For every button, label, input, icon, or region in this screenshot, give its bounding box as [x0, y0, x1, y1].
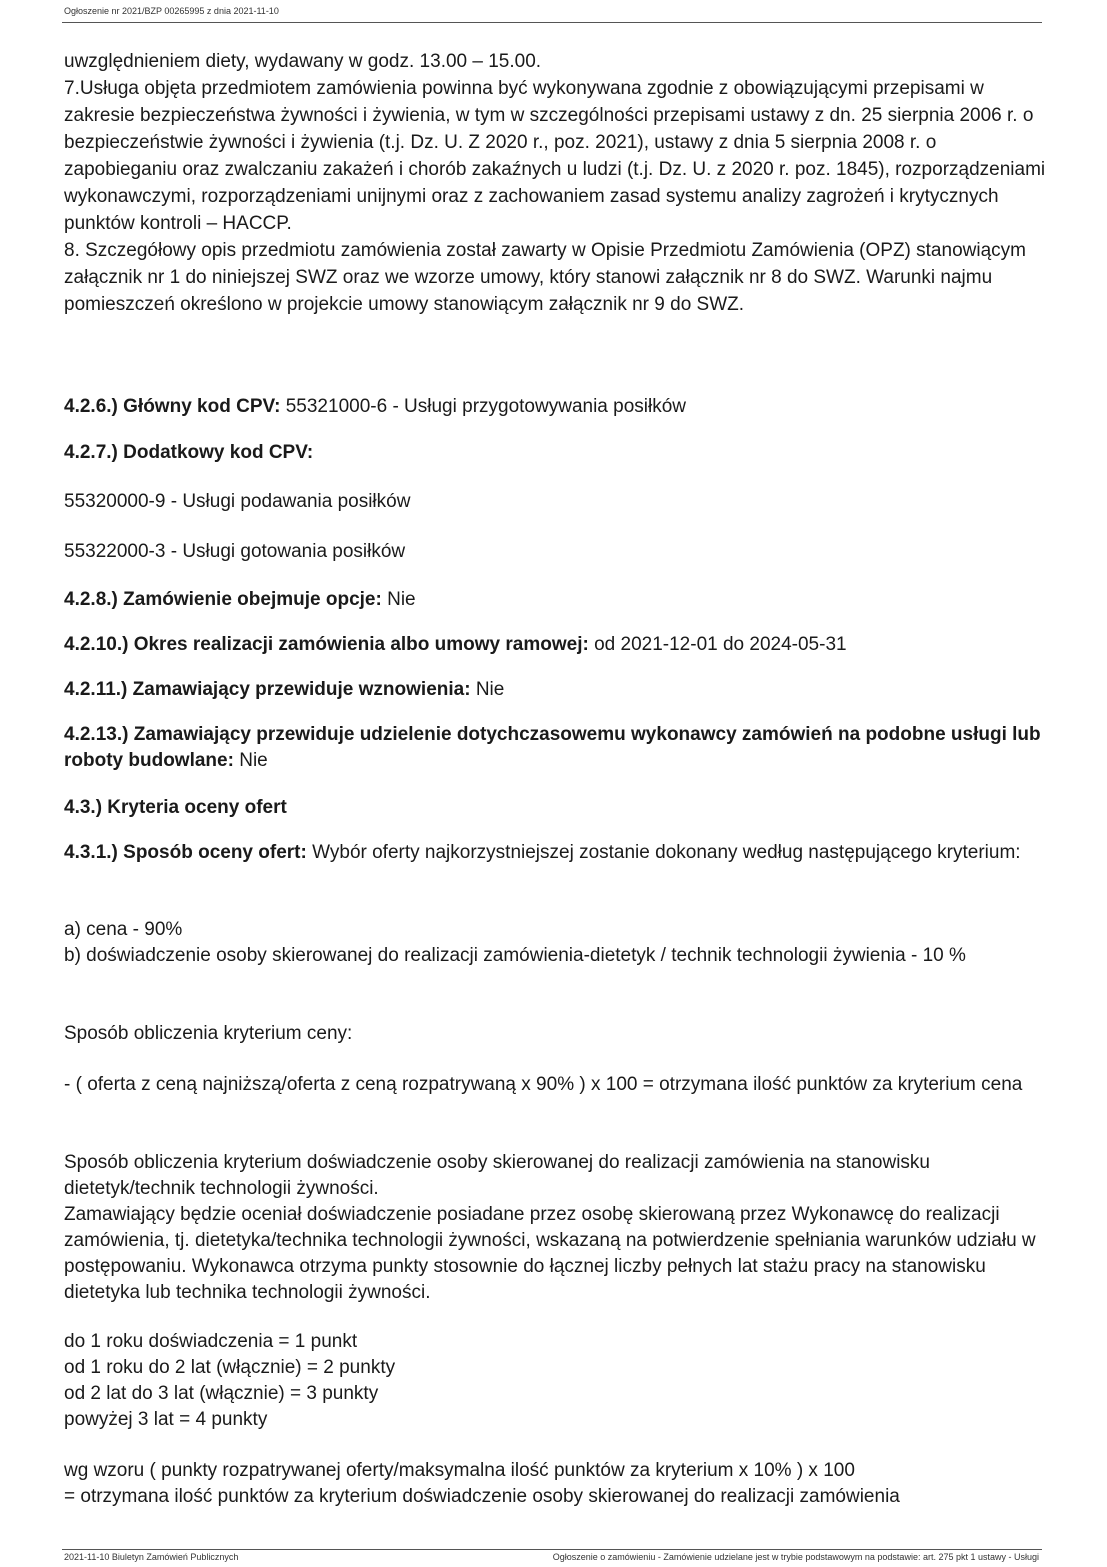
- final-formula-line: wg wzoru ( punkty rozpatrywanej oferty/maksymalna ilość punktów za kryterium x 10% ) x 100: [64, 1460, 855, 1481]
- section-label: 4.2.13.) Zamawiający przewiduje udzielenie dotychczasowemu wykonawcy zamówień na podobne usługi lub roboty budowlane:: [64, 724, 1041, 771]
- section-label: 4.2.7.) Dodatkowy kod CPV:: [64, 442, 314, 463]
- section-4-2-7: [64, 440, 1046, 466]
- section-value: Nie: [233, 750, 268, 771]
- section-label: 4.2.8.) Zamówienie obejmuje opcje:: [64, 589, 382, 610]
- intro-line: uwzględnieniem diety, wydawany w godz. 13.00 – 15.00.: [64, 51, 542, 72]
- paragraph-7: 7.Usługa objęta przedmiotem zamówienia powinna być wykonywana zgodnie z obowiązującymi przepisami w zakresie bezpieczeństwa żywności i żywienia, w tym w szczególności przepisami ustawy z dn. 25 sierpnia 2006 r. o bezpieczeństwie żywności i żywienia (t.j. Dz. U. Z 2020 r., poz. 2021), ustawy z dnia 5 sierpnia 2008 r. o zapobieganiu oraz zwalczaniu zakażeń i chorób zakaźnych u ludzi (t.j. Dz. U. z 2020 r. poz. 1845), rozporządzeniami wykonawczymi, rozporządzeniami unijnymi oraz z zachowaniem zasad systemu analizy zagrożeń i krytycznych punktów kontroli – HACCP.: [64, 78, 1046, 234]
- experience-method-title: Sposób obliczenia kryterium doświadczenie osoby skierowanej do realizacji zamówienia na stanowisku dietetyk/technik technologii żywności.: [64, 1152, 930, 1199]
- section-4-2-11: [64, 677, 1046, 703]
- scale-item: do 1 roku doświadczenia = 1 punkt: [64, 1331, 358, 1352]
- scale-item: od 1 roku do 2 lat (włącznie) = 2 punkty: [64, 1357, 396, 1378]
- paragraph-8: 8. Szczegółowy opis przedmiotu zamówienia został zawarty w Opisie Przedmiotu Zamówienia (OPZ) stanowiącym załącznik nr 1 do niniejszej SWZ oraz we wzorze umowy, który stanowi załącznik nr 8 do SWZ. Warunki najmu pomieszczeń określono w projekcie umowy stanowiącym załącznik nr 9 do SWZ.: [64, 240, 1026, 315]
- price-method-title: Sposób obliczenia kryterium ceny:: [64, 1023, 353, 1044]
- final-formula: [64, 1458, 1046, 1510]
- section-label: 4.2.6.) Główny kod CPV:: [64, 396, 281, 417]
- section-value: 55321000-6 - Usługi przygotowywania posiłków: [280, 396, 687, 417]
- cpv-extra-1: 55320000-9 - Usługi podawania posiłków: [64, 491, 411, 512]
- section-label: 4.3.) Kryteria oceny ofert: [64, 797, 287, 818]
- page-header: Ogłoszenie nr 2021/BZP 00265995 z dnia 2021-11-10: [64, 6, 279, 16]
- header-divider: [62, 22, 1042, 23]
- section-value: Nie: [470, 679, 505, 700]
- section-4-2-10: [64, 632, 1046, 658]
- section-label: 4.2.10.) Okres realizacji zamówienia albo umowy ramowej:: [64, 634, 589, 655]
- section-value: Wybór oferty najkorzystniejszej zostanie dokonany według następującego kryterium:: [306, 842, 1021, 863]
- experience-method: [64, 1150, 1046, 1306]
- section-4-3: [64, 795, 1046, 821]
- scale-item: powyżej 3 lat = 4 punkty: [64, 1409, 268, 1430]
- section-value: od 2021-12-01 do 2024-05-31: [588, 634, 847, 655]
- intro-section: [64, 48, 1046, 318]
- footer-right: Ogłoszenie o zamówieniu - Zamówienie udzielane jest w trybie podstawowym na podstawie: art. 275 pkt 1 ustawy - Usługi: [552, 1552, 1039, 1562]
- section-4-3-1: [64, 840, 1046, 866]
- final-formula-line: = otrzymana ilość punktów za kryterium doświadczenie osoby skierowanej do realizacji zamówienia: [64, 1486, 900, 1507]
- section-4-2-13: [64, 722, 1046, 774]
- section-label: 4.3.1.) Sposób oceny ofert:: [64, 842, 307, 863]
- section-4-2-6: [64, 394, 1046, 420]
- section-value: Nie: [381, 589, 416, 610]
- footer-left: 2021-11-10 Biuletyn Zamówień Publicznych: [64, 1552, 239, 1562]
- footer-divider: [62, 1549, 1042, 1550]
- price-formula: - ( oferta z ceną najniższą/oferta z ceną rozpatrywaną x 90% ) x 100 = otrzymana ilość punktów za kryterium cena: [64, 1074, 1023, 1095]
- section-label: 4.2.11.) Zamawiający przewiduje wznowienia:: [64, 679, 471, 700]
- criteria-list: [64, 917, 1046, 969]
- experience-method-description: Zamawiający będzie oceniał doświadczenie posiadane przez osobę skierowaną przez Wykonawcę do realizacji zamówienia, tj. dietetyka/technika technologii żywności, wskazaną na potwierdzenie spełniania warunków udziału w postępowaniu. Wykonawca otrzyma punkty stosownie do łącznej liczby pełnych lat stażu pracy na stanowisku dietetyka lub technika technologii żywności.: [64, 1204, 1036, 1303]
- section-4-2-8: [64, 587, 1046, 613]
- scale-item: od 2 lat do 3 lat (włącznie) = 3 punkty: [64, 1383, 379, 1404]
- criterion-price: a) cena - 90%: [64, 919, 183, 940]
- cpv-extra-2: 55322000-3 - Usługi gotowania posiłków: [64, 541, 406, 562]
- criterion-experience: b) doświadczenie osoby skierowanej do realizacji zamówienia-dietetyk / technik technologii żywienia - 10 %: [64, 945, 966, 966]
- points-scale: [64, 1329, 1046, 1433]
